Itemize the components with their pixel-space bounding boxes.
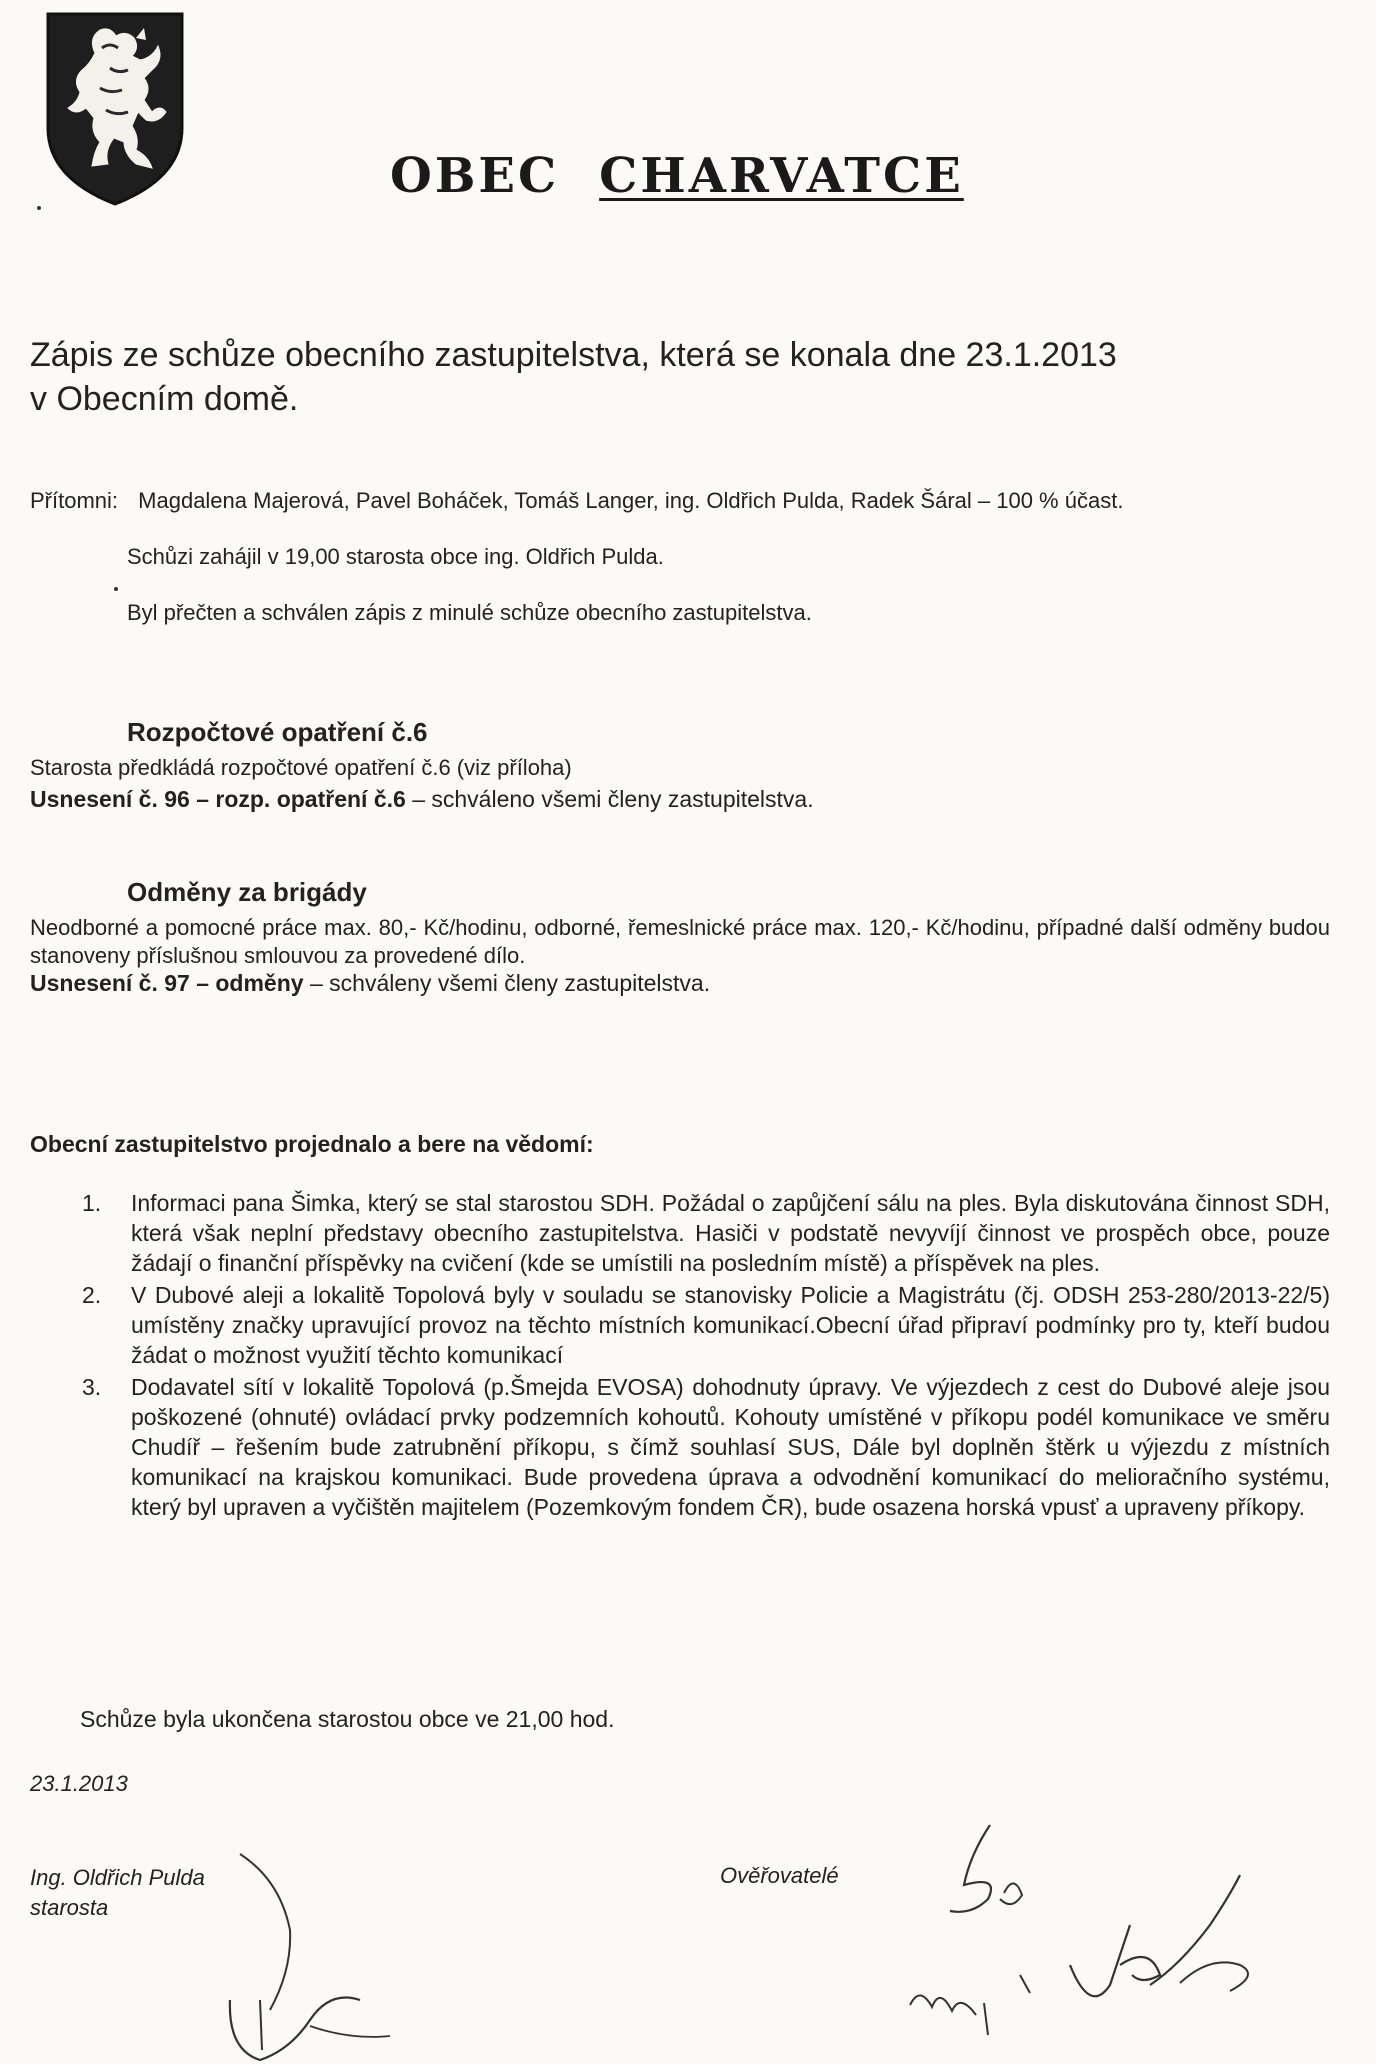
list-item [30, 1280, 1330, 1370]
mayor-signature-handwriting [200, 1850, 440, 2064]
signatory-role: starosta [30, 1895, 109, 1920]
resolution-96-result: – schváleno všemi členy zastupitelstva. [405, 786, 814, 812]
municipality-heading [390, 148, 964, 204]
section-title-rewards: Odměny za brigády [127, 877, 367, 907]
title-line-1: Zápis ze schůze obecního zastupitelstva, která se konala dne 23.1.2013 [30, 336, 1117, 374]
resolution-96 [30, 786, 814, 813]
heading-village-name: CHARVATCE [599, 148, 964, 204]
list-item [30, 1372, 1330, 1522]
list-item-number: 2. [82, 1282, 102, 1308]
document-title [30, 333, 1330, 421]
section-title-budget: Rozpočtové opatření č.6 [127, 717, 428, 747]
list-item-text: V Dubové aleji a lokalitě Topolová byly v souladu se stanovisky Policie a Magistrátu (čj. ODSH 253-280/2013-22/5) umístěny značky upravující provoz na těchto místních komunikací.Obecní úřad připraví podmínky pro ty, kteří budou žádat o možnost využití těchto komunikací [131, 1282, 1330, 1368]
signatory-name: Ing. Oldřich Pulda [30, 1865, 205, 1890]
resolution-97-label: Usnesení č. 97 – odměny [30, 970, 304, 996]
resolution-97 [30, 970, 710, 997]
opening-line-1: Schůzi zahájil v 19,00 starosta obce ing. Oldřich Pulda. [127, 544, 664, 569]
verifiers-signatures-handwriting [880, 1815, 1360, 2055]
opening-line-2: Byl přečten a schválen zápis z minulé schůze obecního zastupitelstva. [127, 600, 812, 625]
list-item-number: 1. [82, 1190, 102, 1216]
list-item-text: Informaci pana Šimka, který se stal starostou SDH. Požádal o zapůjčení sálu na ples. Byla diskutována činnost SDH, která však neplní představy obecního zastupitelstva. Hasiči v podstatě nevyvíjí činnost ve prospěch obce, pouze žádají o finanční příspěvky na cvičení (kde se umístili na posledním místě) a příspěvek na ples. [131, 1190, 1330, 1276]
closing-date: 23.1.2013 [30, 1771, 128, 1796]
list-item-number: 3. [82, 1374, 102, 1400]
scan-speck [37, 206, 41, 210]
list-item [30, 1188, 1330, 1278]
attendance-names: Magdalena Majerová, Pavel Boháček, Tomáš Langer, ing. Oldřich Pulda, Radek Šáral – 100 % účast. [138, 488, 1124, 513]
closing-text: Schůze byla ukončena starostou obce ve 21,00 hod. [80, 1706, 615, 1732]
attendance-label: Přítomni: [30, 488, 119, 513]
resolution-96-label: Usnesení č. 96 – rozp. opatření č.6 [30, 786, 406, 812]
resolution-97-result: – schváleny všemi členy zastupitelstva. [303, 970, 711, 996]
signatory [30, 1863, 205, 1923]
noted-title: Obecní zastupitelstvo projednalo a bere na vědomí: [30, 1131, 594, 1157]
list-item-text: Dodavatel sítí v lokalitě Topolová (p.Šmejda EVOSA) dohodnuty úpravy. Ve výjezdech z cest do Dubové aleje jsou poškozené (ohnuté) ovládací prvky podzemních kohoutů. Kohouty umístěné v příkopu podél komunikace ve směru Chudíř – řešením bude zatrubnění příkopu, s čímž souhlasí SUS, Dále byl doplněn štěrk u výjezdu z místních komunikací na krajskou komunikaci. Bude provedena úprava a odvodnění komunikací do melioračního systému, který byl upraven a vyčištěn majitelem (Pozemkovým fondem ČR), bude osazena horská vpusť a upraveny příkopy. [131, 1374, 1330, 1520]
attendance-line [30, 488, 1123, 514]
section-rewards-text: Neodborné a pomocné práce max. 80,- Kč/hodinu, odborné, řemeslnické práce max. 120,- Kč/hodinu, případné další odměny budou stanoveny příslušnou smlouvou za provedené dílo. [30, 915, 1330, 968]
heading-obec: OBEC [390, 148, 560, 204]
section-budget-text: Starosta předkládá rozpočtové opatření č.6 (viz příloha) [30, 755, 572, 780]
verifiers-label: Ověřovatelé [720, 1863, 839, 1888]
noted-list [30, 1188, 1330, 1524]
scan-speck [114, 587, 118, 591]
title-line-2: v Obecním domě. [30, 380, 299, 418]
heraldic-lion-crest-icon [40, 8, 190, 208]
